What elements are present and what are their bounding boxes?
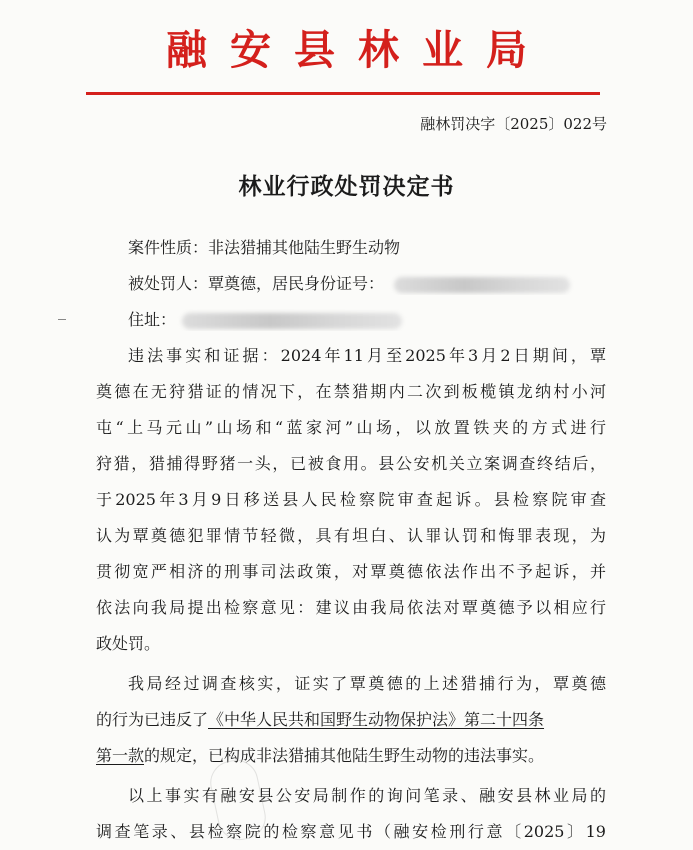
scan-dash-mark (58, 319, 66, 320)
finding-line-2 (96, 709, 606, 731)
address-line (128, 309, 606, 331)
law-citation-part-1: 《中华人民共和国野生动物保护法》第二十四条 (208, 710, 545, 729)
evidence-line-2: 调查笔录、县检察院的检察意见书（融安检刑行意〔2025〕19 (96, 822, 606, 841)
finding-line-1: 我局经过调查核实，证实了覃奠德的上述猎捕行为，覃奠德 (128, 674, 606, 693)
address-label: 住址： (128, 310, 177, 329)
law-citation-part-2: 第一款 (96, 746, 145, 765)
penalized-person-line (128, 273, 606, 295)
penalized-person-text: 被处罚人：覃奠德，居民身份证号： (128, 274, 385, 293)
facts-line-5: 于2025年3月9日移送县人民检察院审查起诉。县检察院审查 (96, 490, 606, 509)
facts-line-6: 认为覃奠德犯罪情节轻微，具有坦白、认罪认罚和悔罪表现，为 (96, 526, 606, 545)
facts-line-1: 违法事实和证据：2024年11月至2025年3月2日期间，覃 (128, 346, 606, 365)
redacted-address (182, 313, 402, 329)
case-nature-line: 案件性质：非法猎捕其他陆生野生动物 (128, 238, 401, 257)
document-number: 融林罚决字〔2025〕022号 (420, 115, 607, 133)
document-title: 林业行政处罚决定书 (238, 173, 455, 200)
facts-line-9: 政处罚。 (96, 634, 161, 653)
facts-line-2: 奠德在无狩猎证的情况下，在禁猎期内二次到板榄镇龙纳村小河 (96, 382, 606, 401)
facts-line-3: 屯“上马元山”山场和“蓝家河”山场，以放置铁夹的方式进行 (96, 418, 606, 437)
finding-line-3-suffix: 的规定，已构成非法猎捕其他陆生野生动物的违法事实。 (144, 746, 545, 765)
red-header-rule (86, 92, 600, 95)
evidence-line-1: 以上事实有融安县公安局制作的询问笔录、融安县林业局的 (128, 786, 606, 805)
facts-line-7: 贯彻宽严相济的刑事司法政策，对覃奠德依法作出不予起诉，并 (96, 562, 606, 581)
redacted-id-number (394, 277, 570, 293)
issuing-organization: 融安县林业局 (166, 26, 550, 74)
facts-line-8: 依法向我局提出检察意见：建议由我局依法对覃奠德予以相应行 (96, 598, 606, 617)
facts-line-4: 狩猎，猎捕得野猪一头，已被食用。县公安机关立案调查终结后， (96, 454, 606, 473)
finding-line-2-prefix: 的行为已违反了 (96, 710, 209, 729)
finding-line-3 (96, 745, 606, 767)
